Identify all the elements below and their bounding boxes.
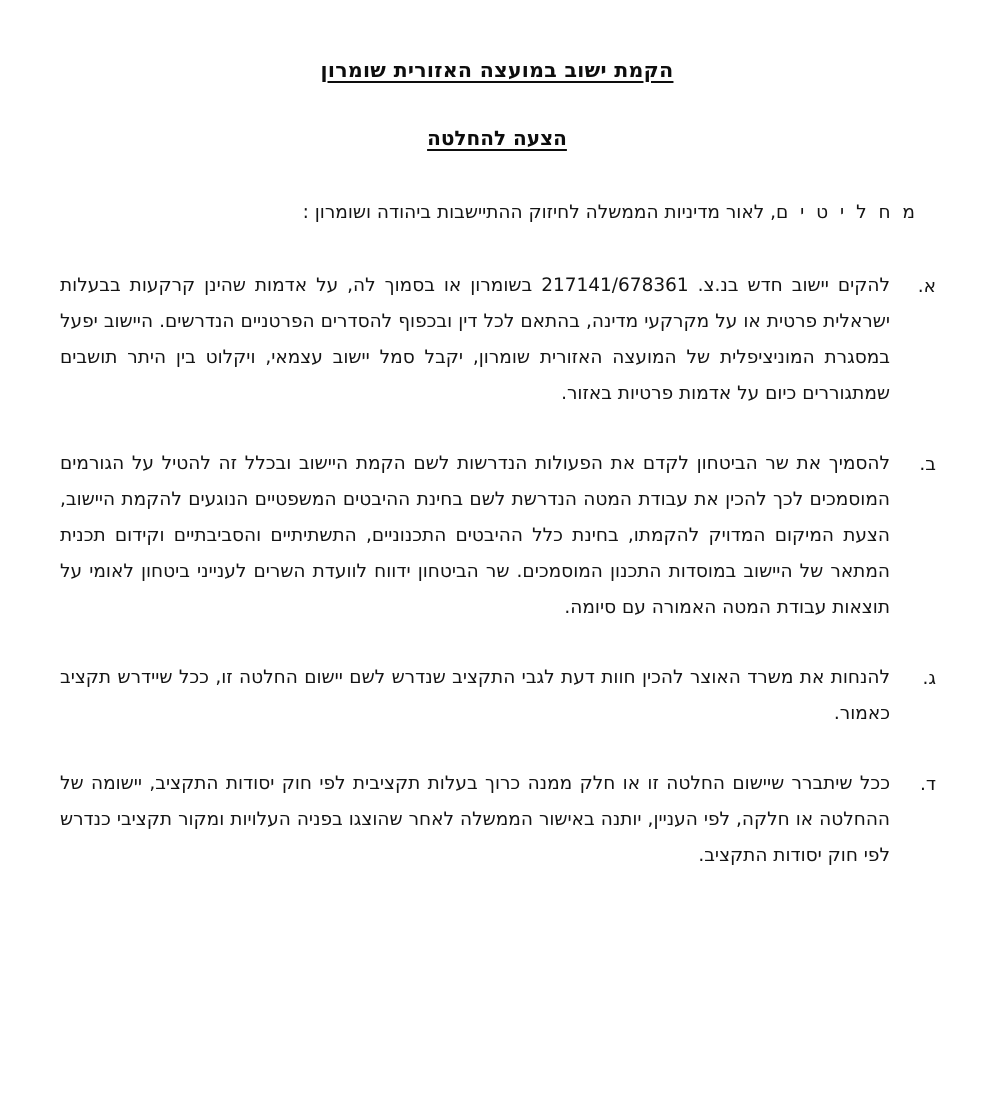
clause-text: להסמיך את שר הביטחון לקדם את הפעולות הנדרשות לשם הקמת היישוב ובכלל זה להטיל על הגורמים המוסמכים לכך להכין את עבודת המטה הנדרשת לשם בחינת ההיבטים המשפטיים הנוגעים להקמת היישוב, הצעת המיקום המדויק להקמתו, בחינת כלל ההיבטים התכנוניים, התשתיתיים והסביבתיים וקידום תכנית המתאר של היישוב במוסדות התכנון המוסמכים. שר הביטחון ידווח לוועדת השרים לענייני ביטחון לאומי על תוצאות עבודת המטה האמורה עם סיומה. <box>60 452 890 619</box>
clause-item <box>54 446 936 626</box>
clause-text: ככל שיתברר שיישום החלטה זו או חלק ממנה כרוך בעלות תקציבית לפי חוק יסודות התקציב, יישומה של ההחלטה או חלקה, לפי העניין, יותנה באישור הממשלה לאחר שהוצגו בפניה העלויות ומקור תקציבי כנדרש לפי חוק יסודות התקציב. <box>60 773 890 867</box>
clause-item <box>54 268 936 412</box>
clause-text: להקים יישוב חדש בנ.צ. 217141/678361 בשומרון או בסמוך לה, על אדמות שהינן קרקעות בבעלות ישראלית פרטית או על מקרקעי מדינה, בהתאם לכל דין ובכפוף להסדרים הפרטניים הנדרשים. היישוב יפעל במסגרת המוניציפלית של המועצה האזורית שומרון, יקבל סמל יישוב עצמאי, ויקלוט בין היתר תושבים שמתגוררים כיום על אדמות פרטיות באזור. <box>60 274 890 404</box>
document-subtitle: הצעה להחלטה <box>427 126 567 150</box>
clause-marker: ב. <box>919 453 936 475</box>
decision-lead-prefix: מ ח ל י ט י ם <box>776 202 918 223</box>
clause-list <box>54 268 936 875</box>
clause-text: להנחות את משרד האוצר להכין חוות דעת לגבי התקציב שנדרש לשם יישום החלטה זו, ככל שיידרש תקציב כאמור. <box>60 667 890 725</box>
clause-marker: ג. <box>922 668 936 690</box>
clause-item <box>54 660 936 732</box>
decision-lead <box>72 198 918 228</box>
page-title: הקמת ישוב במועצה האזורית שומרון <box>320 58 674 82</box>
clause-item <box>54 766 936 874</box>
clause-marker: ד. <box>920 774 936 796</box>
clause-marker: א. <box>917 275 936 297</box>
decision-lead-rest: , לאור מדיניות הממשלה לחיזוק ההתיישבות ביהודה ושומרון : <box>302 202 776 223</box>
